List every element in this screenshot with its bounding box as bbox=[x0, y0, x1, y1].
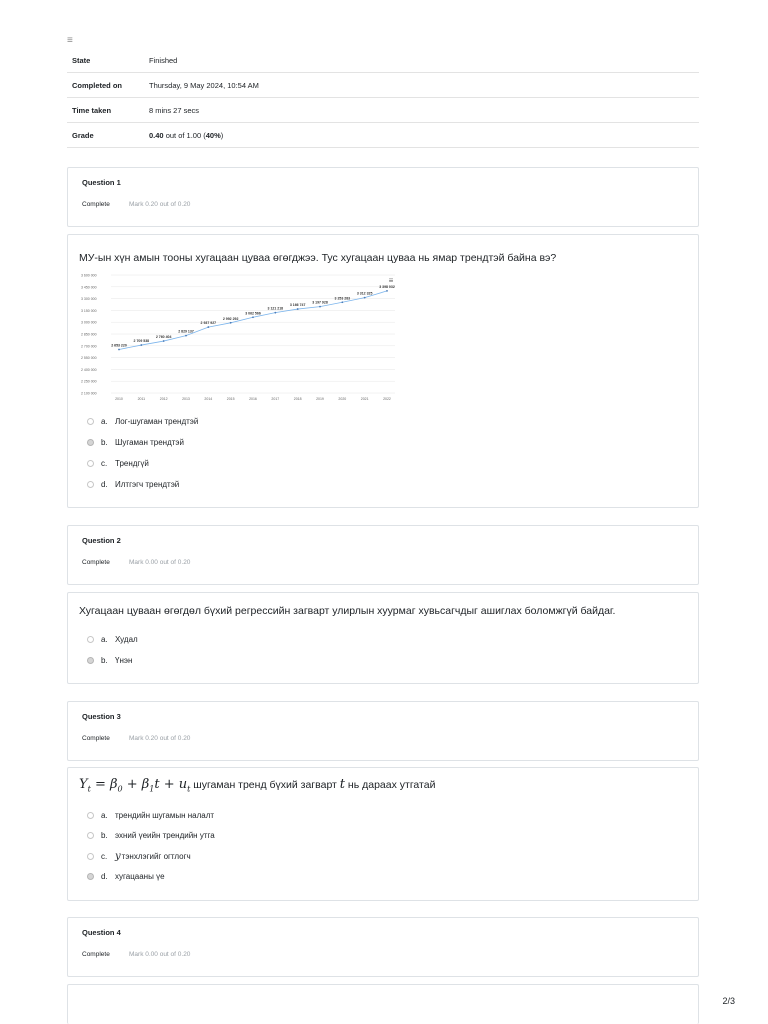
data-point bbox=[319, 306, 321, 308]
data-label: 3 166 747 bbox=[289, 303, 306, 308]
option-label: Худал bbox=[115, 634, 138, 644]
summary-value bbox=[144, 123, 699, 148]
question-3-info bbox=[67, 701, 699, 761]
question-number: Question 2 bbox=[82, 536, 121, 545]
question-mark: Mark 0.20 out of 0.20 bbox=[129, 201, 191, 208]
y-tick-label: 2 250 000 bbox=[81, 379, 97, 384]
data-point bbox=[163, 340, 165, 342]
radio-button[interactable] bbox=[87, 481, 94, 488]
question-1-info bbox=[67, 167, 699, 227]
summary-row-state bbox=[67, 49, 699, 73]
y-tick-label: 3 450 000 bbox=[81, 285, 97, 290]
question-text-end: нь дараах утгатай bbox=[345, 779, 436, 791]
option-b[interactable] bbox=[87, 829, 215, 841]
x-tick-label: 2018 bbox=[293, 397, 302, 401]
option-letter: a. bbox=[101, 634, 108, 644]
chart-menu-icon: ≡ bbox=[388, 276, 394, 285]
question-3-content bbox=[67, 767, 699, 901]
question-status: Complete bbox=[82, 951, 110, 958]
attempt-summary-table bbox=[67, 49, 699, 148]
option-b[interactable] bbox=[87, 654, 132, 666]
option-d[interactable] bbox=[87, 870, 165, 882]
grade-score: 0.40 bbox=[149, 130, 164, 140]
summary-value: Finished bbox=[144, 49, 699, 73]
data-label: 3 312 325 bbox=[356, 291, 373, 296]
grade-percent: 40% bbox=[205, 130, 221, 140]
radio-button-selected[interactable] bbox=[87, 873, 94, 880]
data-label: 3 398 032 bbox=[379, 284, 395, 289]
question-mark: Mark 0.20 out of 0.20 bbox=[129, 735, 191, 742]
option-c[interactable] bbox=[87, 457, 149, 469]
data-point bbox=[140, 344, 142, 346]
question-mark: Mark 0.00 out of 0.20 bbox=[129, 559, 191, 566]
radio-button-selected[interactable] bbox=[87, 439, 94, 446]
data-label: 2 937 927 bbox=[200, 321, 217, 326]
data-label: 2 653 220 bbox=[111, 343, 127, 348]
data-point bbox=[252, 316, 254, 318]
x-tick-label: 2015 bbox=[226, 397, 235, 401]
data-label: 2 829 137 bbox=[178, 329, 194, 334]
x-tick-label: 2020 bbox=[338, 397, 347, 401]
population-line-chart bbox=[79, 271, 401, 403]
data-label: 2 760 404 bbox=[155, 335, 172, 340]
summary-label: Grade bbox=[67, 123, 144, 148]
math-variable: t bbox=[339, 777, 346, 792]
option-label: тэнхлэгийг огтлогч bbox=[121, 851, 191, 861]
data-point bbox=[185, 335, 187, 337]
option-label: Үнэн bbox=[115, 655, 133, 665]
option-a[interactable] bbox=[87, 809, 214, 821]
option-label: Трендгүй bbox=[115, 458, 149, 468]
x-tick-label: 2014 bbox=[204, 397, 213, 401]
y-tick-label: 3 000 000 bbox=[81, 320, 97, 325]
y-tick-label: 3 600 000 bbox=[81, 273, 97, 278]
summary-row-completed bbox=[67, 73, 699, 98]
option-a[interactable] bbox=[87, 415, 198, 427]
option-letter: b. bbox=[101, 655, 108, 665]
data-point bbox=[297, 308, 299, 310]
x-tick-label: 2010 bbox=[115, 397, 123, 401]
data-label: 3 253 283 bbox=[334, 296, 351, 301]
radio-button[interactable] bbox=[87, 418, 94, 425]
x-tick-label: 2016 bbox=[249, 397, 257, 401]
data-point bbox=[364, 297, 366, 299]
option-label: Лог-шугаман трендтэй bbox=[115, 416, 199, 426]
summary-value: Thursday, 9 May 2024, 10:54 AM bbox=[144, 73, 699, 98]
radio-button-selected[interactable] bbox=[87, 657, 94, 664]
question-number: Question 4 bbox=[82, 928, 121, 937]
question-text: МУ-ын хүн амын тооны хугацаан цуваа өгөгджээ. Тус хугацаан цуваа нь ямар трендтэй байна вэ? bbox=[79, 252, 557, 264]
x-tick-label: 2013 bbox=[182, 397, 190, 401]
data-label: 3 062 566 bbox=[245, 311, 261, 316]
option-letter: a. bbox=[101, 810, 108, 820]
option-letter: c. bbox=[101, 458, 108, 468]
question-4-info bbox=[67, 917, 699, 977]
data-label: 3 197 928 bbox=[312, 300, 328, 305]
y-tick-label: 2 850 000 bbox=[81, 332, 97, 337]
radio-button[interactable] bbox=[87, 853, 94, 860]
summary-row-time bbox=[67, 98, 699, 123]
summary-label: State bbox=[67, 49, 144, 73]
question-status: Complete bbox=[82, 559, 110, 566]
data-label: 2 992 292 bbox=[222, 316, 239, 321]
math-variable: y bbox=[115, 850, 121, 862]
option-a[interactable] bbox=[87, 633, 138, 645]
option-label: Илтгэгч трендтэй bbox=[115, 479, 180, 489]
data-label: 2 709 538 bbox=[133, 339, 150, 344]
question-2-content bbox=[67, 592, 699, 684]
option-letter: a. bbox=[101, 416, 108, 426]
option-label: Шугаман трендтэй bbox=[115, 437, 184, 447]
data-point bbox=[118, 349, 120, 351]
y-tick-label: 2 400 000 bbox=[81, 367, 97, 372]
radio-button[interactable] bbox=[87, 812, 94, 819]
summary-row-grade bbox=[67, 123, 699, 148]
summary-label: Time taken bbox=[67, 98, 144, 123]
option-label: трендийн шугамын налалт bbox=[115, 810, 215, 820]
summary-value: 8 mins 27 secs bbox=[144, 98, 699, 123]
x-tick-label: 2012 bbox=[159, 397, 168, 401]
y-tick-label: 2 100 000 bbox=[81, 391, 97, 396]
menu-icon[interactable]: ≡ bbox=[67, 35, 73, 46]
question-status: Complete bbox=[82, 735, 110, 742]
option-letter: c. bbox=[101, 851, 108, 861]
data-point bbox=[207, 326, 209, 328]
data-point bbox=[386, 290, 388, 292]
question-number: Question 3 bbox=[82, 712, 121, 721]
grade-text-end: ) bbox=[220, 130, 224, 140]
option-c[interactable] bbox=[87, 850, 191, 862]
option-letter: b. bbox=[101, 830, 108, 840]
summary-label: Completed on bbox=[67, 73, 144, 98]
question-text: Хугацаан цуваан өгөгдөл бүхий регрессийн загварт улирлын хуурмаг хувьсагчдыг ашиглах боломжгүй байдаг. bbox=[79, 605, 616, 617]
data-point bbox=[341, 301, 343, 303]
radio-button[interactable] bbox=[87, 636, 94, 643]
option-label: хугацааны үе bbox=[115, 871, 165, 881]
question-text bbox=[79, 777, 435, 794]
x-tick-label: 2022 bbox=[383, 397, 391, 401]
question-1-content bbox=[67, 234, 699, 508]
option-b[interactable] bbox=[87, 436, 184, 448]
radio-button[interactable] bbox=[87, 460, 94, 467]
math-formula: $Y_t = \beta_0 + \beta_1t + u_t$ bbox=[79, 777, 191, 794]
y-tick-label: 3 150 000 bbox=[81, 308, 97, 313]
question-number: Question 1 bbox=[82, 178, 121, 187]
radio-button[interactable] bbox=[87, 832, 94, 839]
x-tick-label: 2021 bbox=[360, 397, 369, 401]
data-point bbox=[230, 322, 232, 324]
y-tick-label: 2 550 000 bbox=[81, 356, 97, 361]
question-2-info bbox=[67, 525, 699, 585]
question-4-content bbox=[67, 984, 699, 1024]
option-d[interactable] bbox=[87, 478, 179, 490]
question-mark: Mark 0.00 out of 0.20 bbox=[129, 951, 191, 958]
data-label: 3 121 218 bbox=[267, 306, 284, 311]
x-tick-label: 2011 bbox=[137, 397, 146, 401]
y-tick-label: 3 300 000 bbox=[81, 297, 97, 302]
option-label: эхний үеийн трендийн утга bbox=[115, 830, 215, 840]
y-tick-label: 2 700 000 bbox=[81, 344, 97, 349]
question-text-mid: шугаман тренд бүхий загварт bbox=[190, 779, 340, 791]
option-letter: b. bbox=[101, 437, 108, 447]
page-number: 2/3 bbox=[722, 996, 735, 1006]
x-tick-label: 2017 bbox=[271, 397, 280, 401]
data-point bbox=[274, 312, 276, 314]
option-letter: d. bbox=[101, 479, 108, 489]
option-letter: d. bbox=[101, 871, 108, 881]
grade-text: out of 1.00 ( bbox=[163, 130, 206, 140]
x-tick-label: 2019 bbox=[316, 397, 324, 401]
question-status: Complete bbox=[82, 201, 110, 208]
